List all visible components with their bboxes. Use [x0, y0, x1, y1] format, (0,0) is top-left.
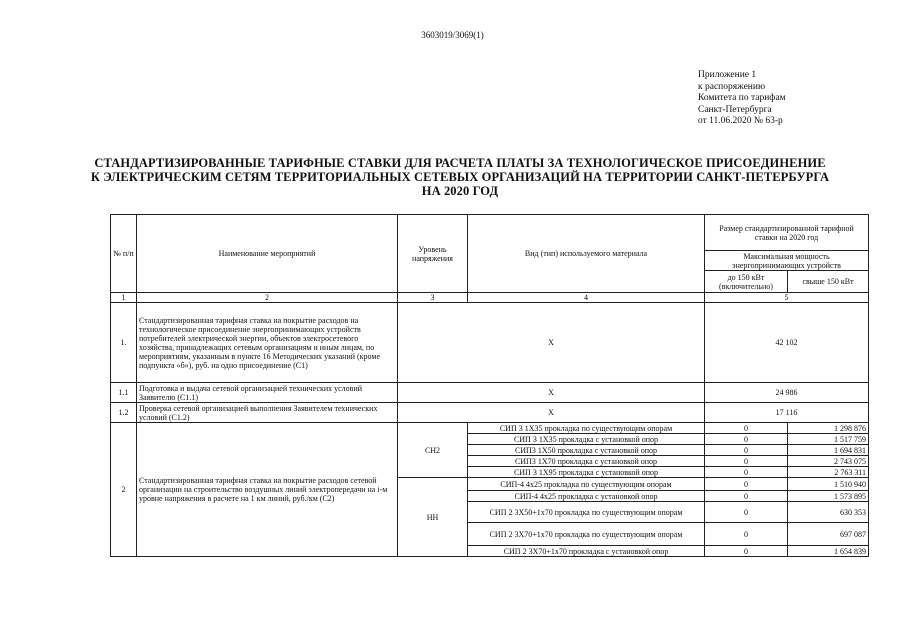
header-name: Наименование мероприятий: [137, 215, 398, 293]
appendix-line: Санкт-Петербурга: [698, 104, 772, 115]
row-value: 42 102: [705, 303, 869, 383]
value-over-150: 1 573 895: [788, 491, 869, 502]
title-line: НА 2020 ГОД: [421, 184, 499, 198]
index-cell: 1: [111, 293, 137, 303]
material-cell: СИП 2 3Х70+1х70 прокладка по существующим опорам: [468, 523, 705, 546]
voltage-nn: НН: [398, 478, 468, 557]
value-over-150: 1 694 831: [788, 445, 869, 456]
row-name: Стандартизированная тарифная ставка на покрытие расходов сетевой организации на строительство воздушных линий электропередачи на i-м уровне напряжения в расчете на 1 км линий, руб./км (С2): [137, 423, 398, 557]
value-upto-150: 0: [705, 523, 788, 546]
value-over-150: 1 510 940: [788, 478, 869, 491]
index-cell: 4: [468, 293, 705, 303]
row-material: X: [398, 403, 705, 423]
row-num: 1.2: [111, 403, 137, 423]
document-number: 3603019/3069(1): [421, 30, 484, 40]
value-upto-150: 0: [705, 546, 788, 557]
title-line: К ЭЛЕКТРИЧЕСКИМ СЕТЯМ ТЕРРИТОРИАЛЬНЫХ СЕТЕВЫХ ОРГАНИЗАЦИЙ НА ТЕРРИТОРИИ САНКТ-ПЕТЕРБУРГА: [90, 170, 830, 184]
index-cell: 2: [137, 293, 398, 303]
material-cell: СИП-4 4х25 прокладка с установкой опор: [468, 491, 705, 502]
header-over-150: свыше 150 кВт: [788, 271, 869, 293]
value-upto-150: 0: [705, 445, 788, 456]
header-upto-150: до 150 кВт (включительно): [705, 271, 788, 293]
material-cell: СИП 3 1Х35 прокладка с установкой опор: [468, 434, 705, 445]
value-upto-150: 0: [705, 456, 788, 467]
row-value: 17 116: [705, 403, 869, 423]
title-line: СТАНДАРТИЗИРОВАННЫЕ ТАРИФНЫЕ СТАВКИ ДЛЯ РАСЧЕТА ПЛАТЫ ЗА ТЕХНОЛОГИЧЕСКОЕ ПРИСОЕДИНЕНИЕ: [94, 156, 826, 170]
header-voltage: Уровень напряжения: [398, 215, 468, 293]
value-upto-150: 0: [705, 478, 788, 491]
row-material: X: [398, 383, 705, 403]
appendix-line: Комитета по тарифам: [698, 93, 786, 103]
material-cell: СИП 3 1Х95 прокладка с установкой опор: [468, 467, 705, 478]
value-over-150: 630 353: [788, 502, 869, 523]
row-name: Стандартизированная тарифная ставка на покрытие расходов на технологическое присоединение энергопринимающих устройств потребителей электрической энергии, объектов электросетевого хозяйства, принадлежащих сетевым организациям и иным лицам, по мероприятиям, указанным в пункте 16 Методических указаний (кроме подпункта «б»), руб. на одно присоединение (С1): [137, 303, 398, 383]
header-num: № п/п: [111, 215, 137, 293]
value-over-150: 2 763 311: [788, 467, 869, 478]
row-num: 2: [111, 423, 137, 557]
header-size: Размер стандартизированной тарифной ставки на 2020 год: [705, 215, 869, 251]
material-cell: СИП 3 1Х35 прокладка по существующим опорам: [468, 423, 705, 434]
voltage-sn2: СН2: [398, 423, 468, 478]
value-over-150: 2 743 075: [788, 456, 869, 467]
value-over-150: 1 298 876: [788, 423, 869, 434]
header-max-power: Максимальная мощность энергопринимающих устройств: [705, 251, 869, 271]
material-cell: СИП3 1Х50 прокладка с установкой опор: [468, 445, 705, 456]
row-name: Подготовка и выдача сетевой организацией технических условий Заявителю (С1.1): [137, 383, 398, 403]
material-cell: СИП 2 3Х50+1х70 прокладка по существующим опорам: [468, 502, 705, 523]
row-num: 1.1: [111, 383, 137, 403]
row-material: X: [398, 303, 705, 383]
value-upto-150: 0: [705, 423, 788, 434]
index-cell: 5: [705, 293, 869, 303]
value-upto-150: 0: [705, 467, 788, 478]
row-name: Проверка сетевой организацией выполнения Заявителем технических условий (С1.2): [137, 403, 398, 423]
header-material: Вид (тип) используемого материала: [468, 215, 705, 293]
appendix-line: к распоряжению: [698, 81, 766, 92]
appendix-block: [698, 70, 786, 128]
material-cell: СИП 2 3Х70+1х70 прокладка с установкой опор: [468, 546, 705, 557]
material-cell: СИП-4 4х25 прокладка по существующим опорам: [468, 478, 705, 491]
appendix-line: Приложение 1: [698, 70, 757, 80]
row-value: 24 986: [705, 383, 869, 403]
row-num: 1.: [111, 303, 137, 383]
material-cell: СИП3 1Х70 прокладка с установкой опор: [468, 456, 705, 467]
value-over-150: 1 517 759: [788, 434, 869, 445]
value-upto-150: 0: [705, 434, 788, 445]
index-cell: 3: [398, 293, 468, 303]
value-over-150: 1 654 839: [788, 546, 869, 557]
value-over-150: 697 087: [788, 523, 869, 546]
tariff-table: [110, 214, 869, 557]
value-upto-150: 0: [705, 502, 788, 523]
document-title: [60, 156, 860, 198]
appendix-line: от 11.06.2020 № 63-р: [698, 116, 783, 126]
value-upto-150: 0: [705, 491, 788, 502]
